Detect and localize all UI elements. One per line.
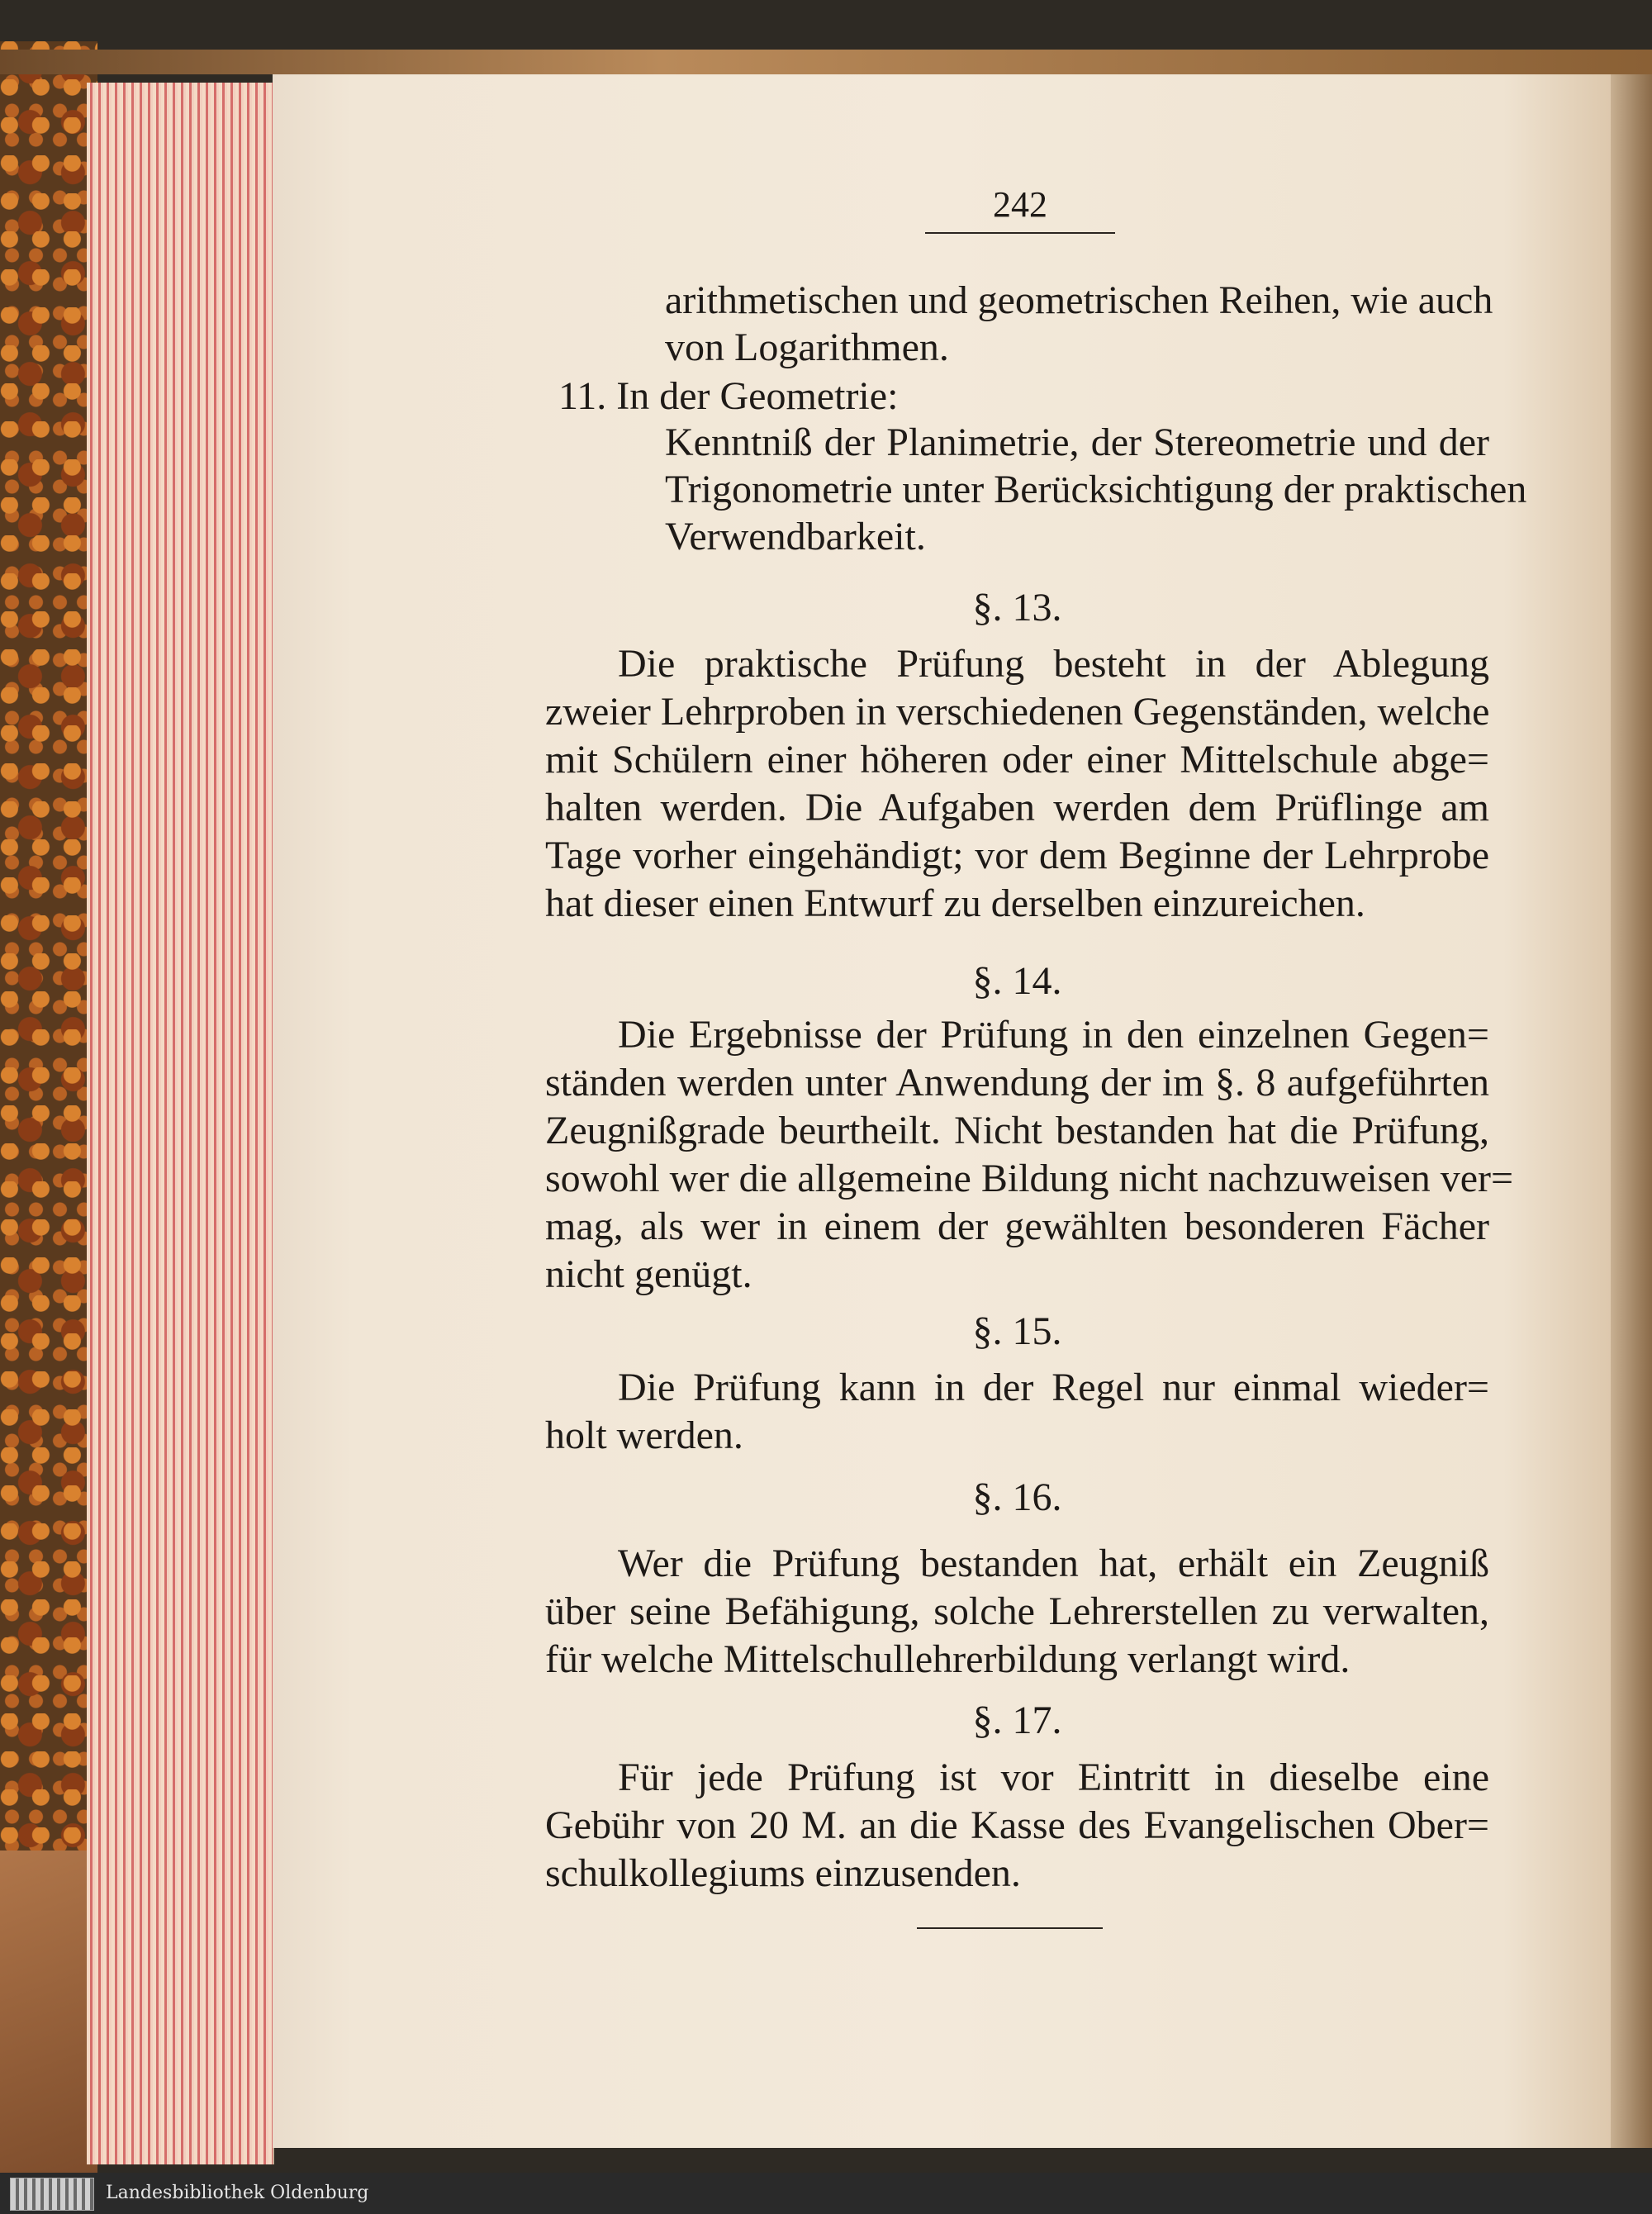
text-line: mit Schülern einer höheren oder einer Mittelschule abge=	[545, 738, 1489, 782]
page-edge-stack	[87, 83, 274, 2164]
section-heading: §. 14.	[972, 959, 1062, 1003]
right-binding	[1611, 74, 1652, 2148]
list-item-heading: 11. In der Geometrie:	[558, 374, 899, 418]
text-line: ständen werden unter Anwendung der im §. 8 aufgeführten	[545, 1061, 1489, 1105]
text-line: zweier Lehrproben in verschiedenen Gegenständen, welche	[545, 690, 1490, 734]
text-line: hat dieser einen Entwurf zu derselben einzureichen.	[545, 881, 1365, 925]
text-line: Wer die Prüfung bestanden hat, erhält ein Zeugniß	[618, 1542, 1489, 1585]
text-line: nicht genügt.	[545, 1252, 752, 1296]
text-line: Die Prüfung kann in der Regel nur einmal wieder=	[618, 1366, 1489, 1409]
text-line: Tage vorher eingehändigt; vor dem Beginne der Lehrprobe	[545, 834, 1489, 877]
text-line: über seine Befähigung, solche Lehrerstellen zu verwalten,	[545, 1589, 1489, 1633]
text-line: Die Ergebnisse der Prüfung in den einzelnen Gegen=	[618, 1013, 1489, 1057]
book-spine-top	[0, 50, 1652, 74]
library-name: Landesbibliothek Oldenburg	[106, 2183, 369, 2203]
text-line: für welche Mittelschullehrerbildung verlangt wird.	[545, 1637, 1351, 1681]
page-number: 242	[993, 184, 1047, 225]
text-line: halten werden. Die Aufgaben werden dem Prüflinge am	[545, 786, 1489, 829]
text-line: Trigonometrie unter Berücksichtigung der praktischen	[665, 468, 1527, 511]
text-line: von Logarithmen.	[665, 325, 949, 369]
header-rule	[925, 232, 1115, 234]
section-heading: §. 16.	[972, 1475, 1062, 1519]
section-heading: §. 13.	[972, 586, 1062, 630]
text-line: Die praktische Prüfung besteht in der Ablegung	[618, 642, 1489, 686]
text-line: schulkollegiums einzusenden.	[545, 1851, 1021, 1895]
text-line: Kenntniß der Planimetrie, der Stereometrie und der	[665, 420, 1489, 464]
footer-rule	[917, 1927, 1103, 1929]
text-line: Verwendbarkeit.	[665, 515, 926, 558]
section-heading: §. 15.	[972, 1309, 1062, 1353]
text-line: sowohl wer die allgemeine Bildung nicht nachzuweisen ver=	[545, 1157, 1514, 1200]
text-line: Für jede Prüfung ist vor Eintritt in dieselbe eine	[618, 1756, 1489, 1799]
section-heading: §. 17.	[972, 1699, 1062, 1742]
library-logo-icon	[10, 2178, 94, 2211]
text-line: arithmetischen und geometrischen Reihen, wie auch	[665, 278, 1493, 322]
text-line: Gebühr von 20 M. an die Kasse des Evangelischen Ober=	[545, 1803, 1489, 1847]
text-line: holt werden.	[545, 1413, 743, 1457]
leather-cover-corner	[0, 1851, 97, 2197]
text-line: mag, als wer in einem der gewählten besonderen Fächer	[545, 1204, 1489, 1248]
text-line: Zeugnißgrade beurtheilt. Nicht bestanden hat die Prüfung,	[545, 1109, 1489, 1152]
